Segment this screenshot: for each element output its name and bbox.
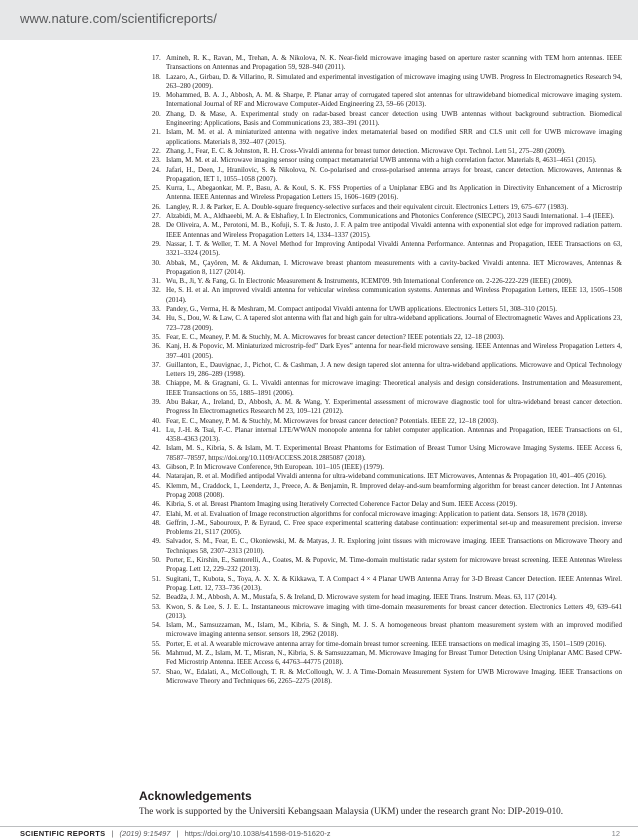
reference-item xyxy=(152,556,622,575)
reference-number: 51. xyxy=(152,574,161,583)
reference-text: Guillanton, E., Dauvignac, J., Pichot, C. & Cashman, J. A new design tapered slot antenna for ultra-wideband applications. Microwave and Optical Technology Letters 19, 286–289 (1998). xyxy=(166,360,622,379)
footer-separator: | xyxy=(111,829,114,838)
reference-number: 48. xyxy=(152,518,161,527)
reference-item xyxy=(152,649,622,668)
reference-list xyxy=(152,54,622,686)
reference-text: Islam, M. M. et al. Microwave imaging sensor using compact metamaterial UWB antenna with a high correlation factor. Materials 8, 4631–4651 (2015). xyxy=(166,156,597,165)
reference-number: 45. xyxy=(152,481,161,490)
reference-number: 27. xyxy=(152,212,161,221)
reference-item xyxy=(152,472,622,481)
reference-text: Gibson, P. In Microwave Conference, 9th European. 101–105 (IEEE) (1979). xyxy=(166,463,385,472)
reference-number: 22. xyxy=(152,146,161,155)
reference-item xyxy=(152,166,622,185)
reference-item xyxy=(152,640,622,649)
reference-text: Kibria, S. et al. Breast Phantom Imaging using Iteratively Corrected Coherence Factor Delay and Sum. IEEE Access (2019). xyxy=(166,500,518,509)
reference-number: 43. xyxy=(152,463,161,472)
reference-text: Abu Bakar, A., Ireland, D., Abbosh, A. M. & Wang, Y. Experimental assessment of microwave diagnostic tool for ultra-wideband breast cancer detection. Progress In Electromagnetics Research M 23, 109–121 (2012). xyxy=(166,397,622,416)
reference-number: 52. xyxy=(152,593,161,602)
reference-number: 26. xyxy=(152,202,161,211)
page-number: 12 xyxy=(611,829,620,838)
reference-text: He, S. H. et al. An improved vivaldi antenna for vehicular wireless communication systems. Antennas and Wireless Propagation Letters, IEEE 13, 1505–1508 (2014). xyxy=(166,286,622,304)
reference-item xyxy=(152,519,622,538)
reference-number: 30. xyxy=(152,258,161,267)
reference-item xyxy=(152,593,622,602)
reference-item xyxy=(152,91,622,110)
reference-number: 35. xyxy=(152,332,161,341)
reference-number: 19. xyxy=(152,91,161,100)
reference-item xyxy=(152,510,622,519)
acknowledgements-text: The work is supported by the Universiti Kebangsaan Malaysia (UKM) under the research grant No: DIP-2019-010. xyxy=(139,806,564,816)
reference-text: Shao, W., Edalati, A., McCollough, T. R. & McCollough, W. J. A Time-Domain Measurement System for UWB Microwave Imaging. IEEE Transactions on Microwave Theory and Techniques 66, 2265–2275 (2018). xyxy=(166,667,622,685)
reference-item xyxy=(152,426,622,445)
reference-text: Beadža, J. M., Abbosh, A. M., Mustafa, S. & Ireland, D. Microwave system for head imaging. IEEE Trans. Instrum. Meas. 63, 117 (2014). xyxy=(166,593,557,602)
reference-number: 50. xyxy=(152,556,161,565)
reference-text: Mahmud, M. Z., Islam, M. T., Misran, N., Kibria, S. & Samsuzzaman, M. Microwave Imaging for Breast Tumor Detection Using Uniplanar AMC Based CPW-Fed Microstrip Antenna. IEEE Access 6, 44763–44775 (2018). xyxy=(166,649,622,667)
reference-item xyxy=(152,156,622,165)
reference-text: Islam, M. S., Kibria, S. & Islam, M. T. Experimental Breast Phantoms for Estimation of Breast Tumor Using Microwave Imaging Systems. IEEE Access 6, 78587–78597, https://doi.org/10.1109/ACCESS.2018.2885087 (2018). xyxy=(166,444,622,462)
reference-number: 36. xyxy=(152,342,161,351)
reference-item xyxy=(152,379,622,398)
site-url-link[interactable]: www.nature.com/scientificreports/ xyxy=(20,11,217,26)
reference-text: Pandey, G., Verma, H. & Meshram, M. Compact antipodal Vivaldi antenna for UWB applications. Electronics Letters 51, 308–310 (2015). xyxy=(166,305,558,314)
reference-text: Islam, M. M. et al. A miniaturized antenna with negative index metamaterial based on modified SRR and CLS unit cell for UWB microwave imaging applications. Materials 8, 392–407 (2015). xyxy=(166,128,622,146)
reference-number: 34. xyxy=(152,314,161,323)
reference-number: 54. xyxy=(152,621,161,630)
reference-item xyxy=(152,240,622,259)
reference-number: 17. xyxy=(152,54,161,62)
reference-item xyxy=(152,54,622,73)
reference-text: Porter, E., Kirshin, E., Santorelli, A., Coates, M. & Popovic, M. Time-domain multistatic radar system for microwave breast screening. IEEE Antennas Wireless Propag. Lett 12, 229–232 (2013). xyxy=(166,556,622,574)
reference-text: Salvador, S. M., Fear, E. C., Okoniewski, M. & Matyas, J. R. Exploring joint tissues with microwave imaging. IEEE Transactions on Microwave Theory and Techniques 58, 2307–2313 (2010). xyxy=(166,537,622,555)
reference-number: 28. xyxy=(152,221,161,230)
reference-number: 37. xyxy=(152,360,161,369)
reference-number: 44. xyxy=(152,472,161,481)
reference-item xyxy=(152,603,622,622)
reference-text: Kurra, L., Abegaonkar, M. P., Basu, A. & Koul, S. K. FSS Properties of a Uniplanar EBG and Its Application in Directivity Enhancement of a Microstrip Antenna. IEEE Antennas and Wireless Propagation Letters 15, 1606–1609 (2016). xyxy=(166,184,622,202)
reference-number: 32. xyxy=(152,286,161,295)
reference-text: Mohammed, B. A. J., Abbosh, A. M. & Sharpe, P. Planar array of corrugated tapered slot antennas for ultrawideband biomedical microwave imaging system. International Journal of RF and Microwave Computer-Aided Engineering 23, 59–66 (2013). xyxy=(166,91,622,109)
reference-number: 56. xyxy=(152,649,161,657)
reference-text: Porter, E. et al. A wearable microwave antenna array for time-domain breast tumor screening. IEEE transactions on medical imaging 35, 1501–1509 (2016). xyxy=(166,639,607,648)
reference-number: 18. xyxy=(152,72,161,81)
reference-text: Abbak, M., Çayören, M. & Akduman, I. Microwave breast phantom measurements with a cavity-backed Vivaldi antenna. IET Microwaves, Antennas & Propagation 8, 1127 (2014). xyxy=(166,258,622,276)
reference-item xyxy=(152,286,622,305)
reference-item xyxy=(152,314,622,333)
reference-text: Nassar, I. T. & Weller, T. M. A Novel Method for Improving Antipodal Vivaldi Antenna Performance. Antennas and Propagation, IEEE Transactions on 63, 3321–3324 (2015). xyxy=(166,239,622,258)
reference-item xyxy=(152,444,622,463)
reference-number: 33. xyxy=(152,305,161,314)
reference-text: Hu, S., Dou, W. & Law, C. A tapered slot antenna with flat and high gain for ultra-wideband applications. Journal of Electromagnetic Waves and Applications 23, 723–728 (2009). xyxy=(166,314,622,332)
reference-item xyxy=(152,147,622,156)
reference-text: Chiappe, M. & Gragnani, G. L. Vivaldi antennas for microwave imaging: Theoretical analysis and design considerations. Instrumentation and Measurement, IEEE Transactions on 55, 1885–1891 (2006). xyxy=(166,379,622,397)
reference-text: Langley, R. J. & Parker, E. A. Double-square frequency-selective surfaces and their equivalent circuit. Electronics Letters 19, 675–677 (1983). xyxy=(166,202,569,211)
reference-number: 57. xyxy=(152,667,161,676)
reference-item xyxy=(152,361,622,380)
reference-number: 53. xyxy=(152,602,161,611)
reference-item xyxy=(152,184,622,203)
reference-item xyxy=(152,668,622,687)
reference-text: Islam, M., Samsuzzaman, M., Islam, M., Kibria, S. & Singh, M. J. S. A homogeneous breast phantom measurement system with an improved modified microwave imaging antenna sensor. sensors 18, 2962 (2018). xyxy=(166,621,622,639)
reference-number: 39. xyxy=(152,397,161,406)
citation-info: (2019) 9:15497 xyxy=(119,829,171,838)
journal-name: SCIENTIFIC REPORTS xyxy=(20,829,106,838)
reference-item xyxy=(152,333,622,342)
page-footer xyxy=(20,829,620,839)
footer-separator-2: | xyxy=(176,829,179,838)
reference-number: 20. xyxy=(152,109,161,118)
reference-text: Amineh, R. K., Ravan, M., Trehan, A. & Nikolova, N. K. Near-field microwave imaging based on aperture raster scanning with TEM horn antennas. IEEE Transactions on Antennas and Propagation 59, 928–940 (2011). xyxy=(166,54,622,72)
reference-number: 21. xyxy=(152,128,161,137)
reference-item xyxy=(152,621,622,640)
reference-number: 25. xyxy=(152,184,161,193)
reference-number: 29. xyxy=(152,239,161,248)
reference-item xyxy=(152,259,622,278)
reference-text: Fear, E. C., Meaney, P. M. & Stuchly, M. Microwaves for breast cancer detection? Potentials. IEEE 22, 12–18 (2003). xyxy=(166,416,499,425)
reference-number: 23. xyxy=(152,156,161,165)
reference-text: Lu, J.-H. & Tsai, F.-C. Planar internal LTE/WWAN monopole antenna for tablet computer application. Antennas and Propagation, IEEE Transactions on 61, 4358–4363 (2013). xyxy=(166,425,622,444)
reference-item xyxy=(152,212,622,221)
reference-item xyxy=(152,575,622,594)
reference-number: 49. xyxy=(152,537,161,546)
reference-item xyxy=(152,463,622,472)
page-header xyxy=(0,0,638,40)
reference-text: Kanj, H. & Popovic, M. Miniaturized microstrip-fed” Dark Eyes” antenna for near-field microwave sensing. IEEE Antennas and Wireless Propagation Letters 4, 397–401 (2005). xyxy=(166,342,622,360)
doi-link[interactable]: https://doi.org/10.1038/s41598-019-51620-z xyxy=(184,829,331,838)
reference-item xyxy=(152,128,622,147)
reference-item xyxy=(152,417,622,426)
reference-item xyxy=(152,342,622,361)
reference-text: Lazaro, A., Girbau, D. & Villarino, R. Simulated and experimental investigation of microwave imaging using UWB. Progress In Electromagnetics Research 94, 263–280 (2009). xyxy=(166,72,622,90)
reference-number: 38. xyxy=(152,379,161,388)
acknowledgements-heading: Acknowledgements xyxy=(139,789,252,803)
reference-item xyxy=(152,305,622,314)
reference-item xyxy=(152,73,622,92)
reference-item xyxy=(152,221,622,240)
reference-text: Jafari, H., Deen, J., Hranilovic, S. & Nikolova, N. Co-polarised and cross-polarised antenna arrays for breast, cancer detection. Microwaves, Antennas & Propagation, IET 1, 1055–1058 (2007). xyxy=(166,165,622,183)
reference-text: Fear, E. C., Meaney, P. M. & Stuchly, M. A. Microwaves for breast cancer detection? IEEE potentials 22, 12–18 (2003). xyxy=(166,332,505,341)
reference-text: De Oliveira, A. M., Perotoni, M. B., Kofuji, S. T. & Justo, J. F. A palm tree antipodal Vivaldi antenna with exponential slot edge for improved radiation pattern. IEEE Antennas and Wireless Propagation Letters 14, 1334–1337 (2015). xyxy=(166,221,622,239)
reference-text: Kwon, S. & Lee, S. J. E. L. Instantaneous microwave imaging with time-domain measurements for breast cancer detection. Electronics Letters 49, 639–641 (2013). xyxy=(166,602,622,620)
reference-number: 31. xyxy=(152,277,161,286)
reference-number: 40. xyxy=(152,416,161,425)
reference-text: Zhang, D. & Mase, A. Experimental study on radar-based breast cancer detection using UWB antennas without background subtraction. Biomedical Engineering: Applications, Basis and Communications 23, 383–391 (2011). xyxy=(166,109,622,128)
reference-item xyxy=(152,203,622,212)
reference-item xyxy=(152,110,622,129)
reference-text: Sugitani, T., Kubota, S., Toya, A. X. X. & Kikkawa, T. A Compact 4 × 4 Planar UWB Antenna Array for 3-D Breast Cancer Detection. IEEE Antennas Wirel. Propag. Lett. 12, 733–736 (2013). xyxy=(166,574,622,592)
reference-text: Wu, B., Ji, Y. & Fang, G. In Electronic Measurement & Instruments, ICEMI'09. 9th International Conference on. 2-226-222-229 (IEEE) (2009). xyxy=(166,277,573,286)
reference-item xyxy=(152,482,622,501)
reference-text: Natarajan, R. et al. Modified antipodal Vivaldi antenna for ultra-wideband communications. IET Microwaves, Antennas & Propagation 10, 401–405 (2016). xyxy=(166,472,607,481)
reference-item xyxy=(152,537,622,556)
reference-number: 42. xyxy=(152,444,161,453)
reference-text: Elahi, M. et al. Evaluation of Image reconstruction algorithms for confocal microwave imaging: Application to patient data. Sensors 18, 1678 (2018). xyxy=(166,509,588,518)
reference-text: Alzabidi, M. A., Aldhaeebi, M. A. & Elshafiey, I. In Electronics, Communications and Photonics Conference (SIECPC), 2013 Saudi International. 1–4 (IEEE). xyxy=(166,212,615,221)
reference-text: Zhang, J., Fear, E. C. & Johnston, R. H. Cross-Vivaldi antenna for breast tumor detection. Microwave Opt. Technol. Lett 51, 275–280 (2009). xyxy=(166,146,566,155)
reference-text: Geffrin, J.-M., Sabouroux, P. & Eyraud, C. Free space experimental scattering database continuation: experimental set-up and measurement precision. inverse Problems 21, S117 (2005). xyxy=(166,518,622,537)
reference-number: 41. xyxy=(152,425,161,434)
reference-number: 47. xyxy=(152,509,161,518)
reference-item xyxy=(152,398,622,417)
reference-item xyxy=(152,500,622,509)
reference-number: 46. xyxy=(152,500,161,509)
reference-item xyxy=(152,277,622,286)
reference-text: Klemm, M., Craddock, I., Leendertz, J., Preece, A. & Benjamin, R. Improved delay-and-sum beamforming algorithm for breast cancer detection. Int J Antennas Propag 2008 (2008). xyxy=(166,481,622,499)
footer-divider xyxy=(0,826,638,827)
reference-number: 55. xyxy=(152,639,161,648)
reference-number: 24. xyxy=(152,165,161,174)
